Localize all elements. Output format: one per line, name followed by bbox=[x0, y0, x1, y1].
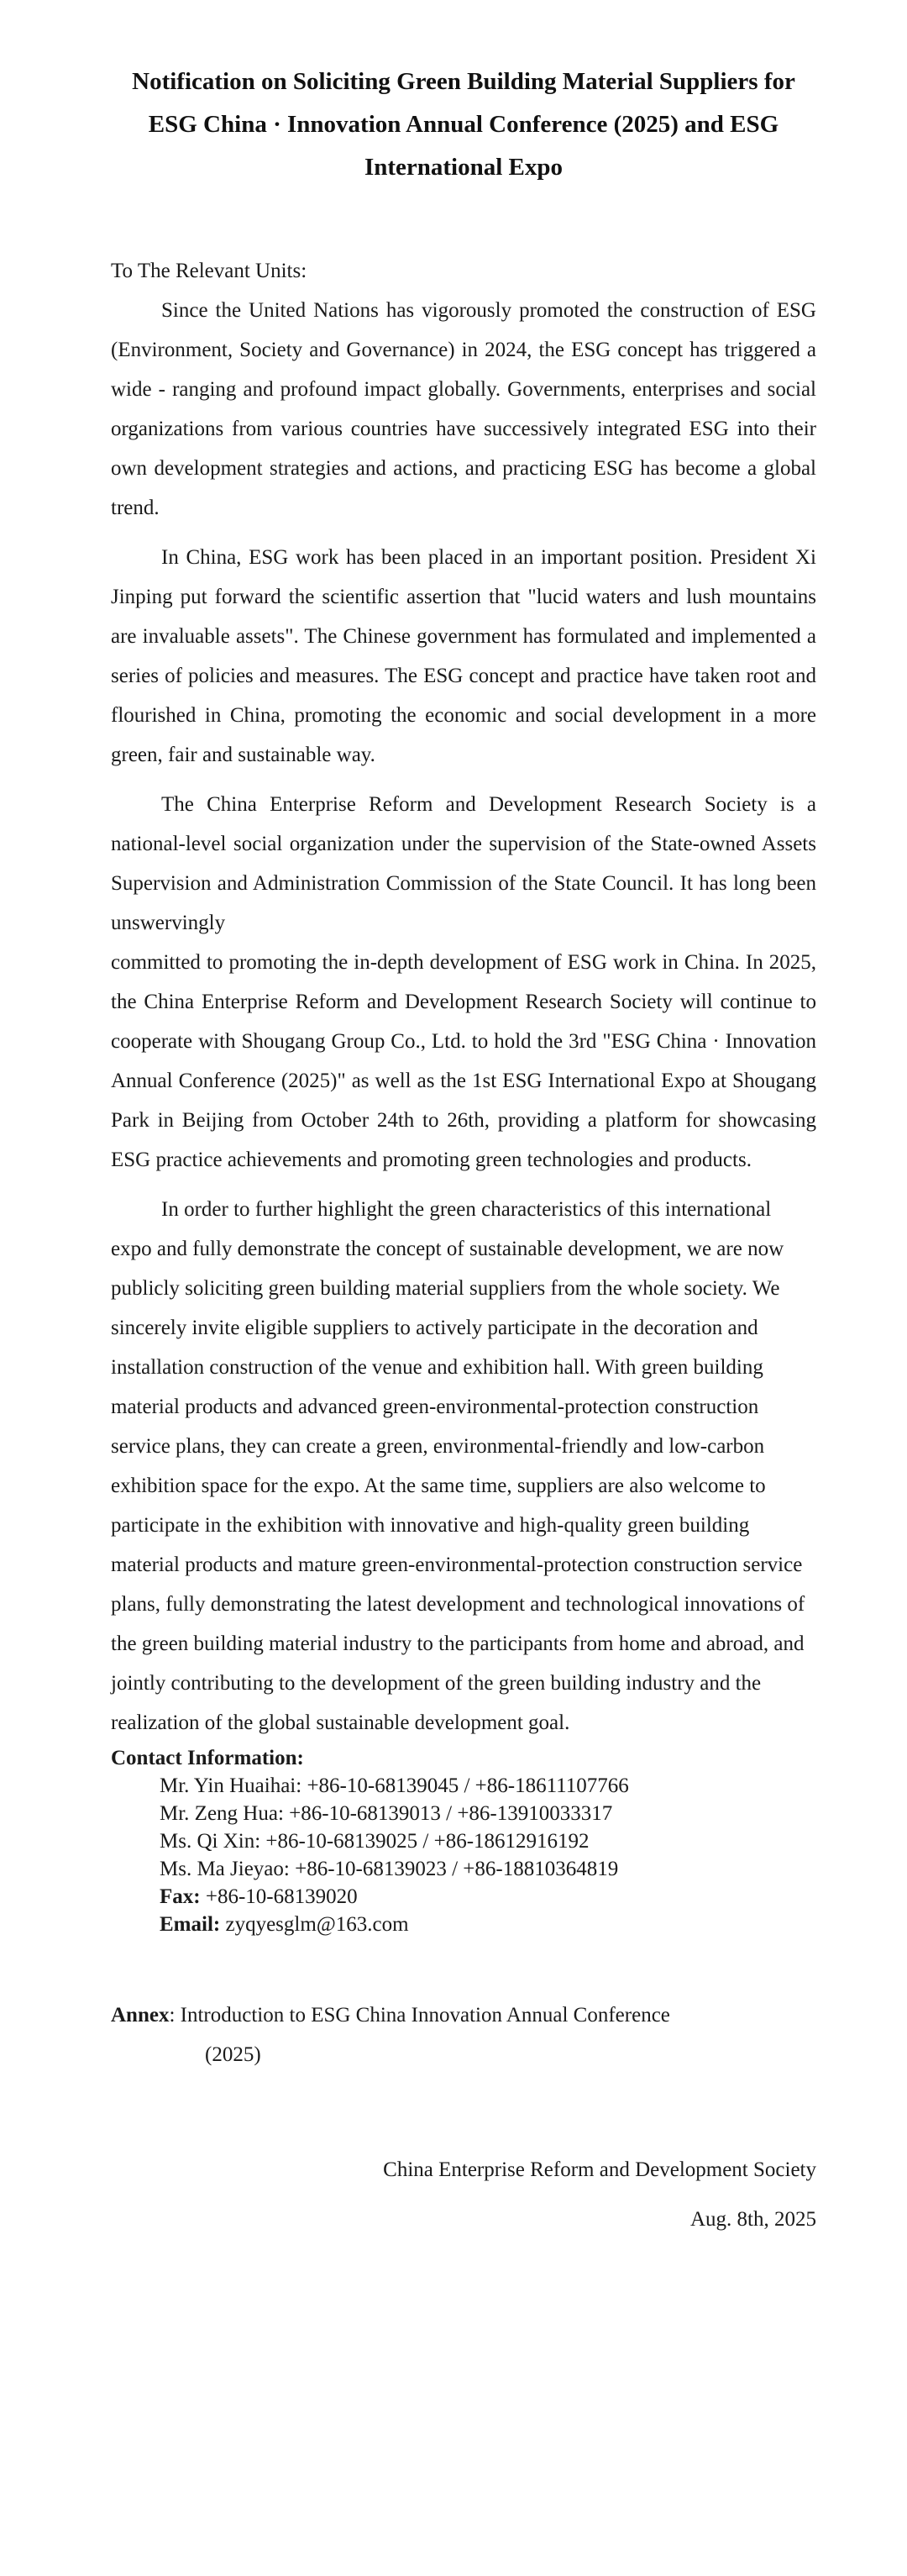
contact-person: Mr. Yin Huaihai: +86-10-68139045 / +86-18611107766 bbox=[160, 1774, 629, 1797]
annex-line-2: (2025) bbox=[205, 2043, 261, 2066]
annex bbox=[111, 1995, 816, 2074]
salutation: To The Relevant Units: bbox=[111, 260, 307, 282]
annex-line-1 bbox=[111, 1995, 816, 2035]
document-title: Notification on Soliciting Green Building Material Suppliers for ESG China · Innovation Annual Conference (2025) and ESG International Expo bbox=[132, 68, 795, 181]
contact-list bbox=[160, 1772, 816, 1938]
signature-organization: China Enterprise Reform and Development Society bbox=[383, 2158, 816, 2181]
annex-text: : Introduction to ESG China Innovation Annual Conference bbox=[169, 2004, 670, 2027]
contact-heading: Contact Information: bbox=[111, 1747, 304, 1769]
contact-person: Mr. Zeng Hua: +86-10-68139013 / +86-13910033317 bbox=[160, 1802, 613, 1825]
email-address: zyqyesglm@163.com bbox=[225, 1913, 409, 1936]
email-label: Email: bbox=[160, 1913, 221, 1936]
paragraph-society-continued: committed to promoting the in-depth development of ESG work in China. In 2025, the China Enterprise Reform and Development Research Society will continue to cooperate with Shougang Group Co., Ltd. to hold the 3rd "ESG China · Innovation Annual Conference (2025)" as well as the 1st ESG International Expo at Shougang Park in Beijing from October 24th to 26th, providing a platform for showcasing ESG practice achievements and promoting green technologies and products. bbox=[111, 951, 816, 1171]
contact-person: Ms. Qi Xin: +86-10-68139025 / +86-18612916192 bbox=[160, 1830, 590, 1853]
notice-document bbox=[111, 0, 816, 2244]
paragraph-soliciting-suppliers: In order to further highlight the green characteristics of this international expo and fully demonstrate the concept of sustainable development, we are now publicly soliciting green building material suppliers from the whole society. We sincerely invite eligible suppliers to actively participate in the decoration and installation construction of the venue and exhibition hall. With green building material products and advanced green-environmental-protection construction service plans, they can create a green, environmental-friendly and low-carbon exhibition space for the expo. At the same time, suppliers are also welcome to participate in the exhibition with innovative and high-quality green building material products and mature green-environmental-protection construction service plans, fully demonstrating the latest development and technological innovations of the green building material industry to the participants from home and abroad, and jointly contributing to the development of the green building industry and the realization of the global sustainable development goal. bbox=[111, 1198, 805, 1734]
paragraph-china-esg: In China, ESG work has been placed in an important position. President Xi Jinping put forward the scientific assertion that "lucid waters and lush mountains are invaluable assets". The Chinese government has formulated and implemented a series of policies and measures. The ESG concept and practice have taken root and flourished in China, promoting the economic and social development in a more green, fair and sustainable way. bbox=[111, 546, 816, 766]
paragraph-un-esg: Since the United Nations has vigorously promoted the construction of ESG (Environment, Society and Governance) in 2024, the ESG concept has triggered a wide - ranging and profound impact globally. Governments, enterprises and social organizations from various countries have successively integrated ESG into their own development strategies and actions, and practicing ESG has become a global trend. bbox=[111, 299, 816, 519]
contact-fax bbox=[160, 1883, 816, 1911]
contact-person: Ms. Ma Jieyao: +86-10-68139023 / +86-18810364819 bbox=[160, 1858, 619, 1880]
annex-label: Annex bbox=[111, 2004, 170, 2027]
fax-number: +86-10-68139020 bbox=[205, 1885, 358, 1908]
paragraph-society-intro: The China Enterprise Reform and Development Research Society is a national-level social organization under the supervision of the State-owned Assets Supervision and Administration Commission of the State Council. It has long been unswervingly bbox=[111, 793, 816, 934]
fax-label: Fax: bbox=[160, 1885, 201, 1908]
contact-information bbox=[111, 1744, 816, 1938]
signature-block bbox=[111, 2145, 816, 2244]
contact-email bbox=[160, 1911, 816, 1938]
signature-date: Aug. 8th, 2025 bbox=[690, 2208, 816, 2231]
